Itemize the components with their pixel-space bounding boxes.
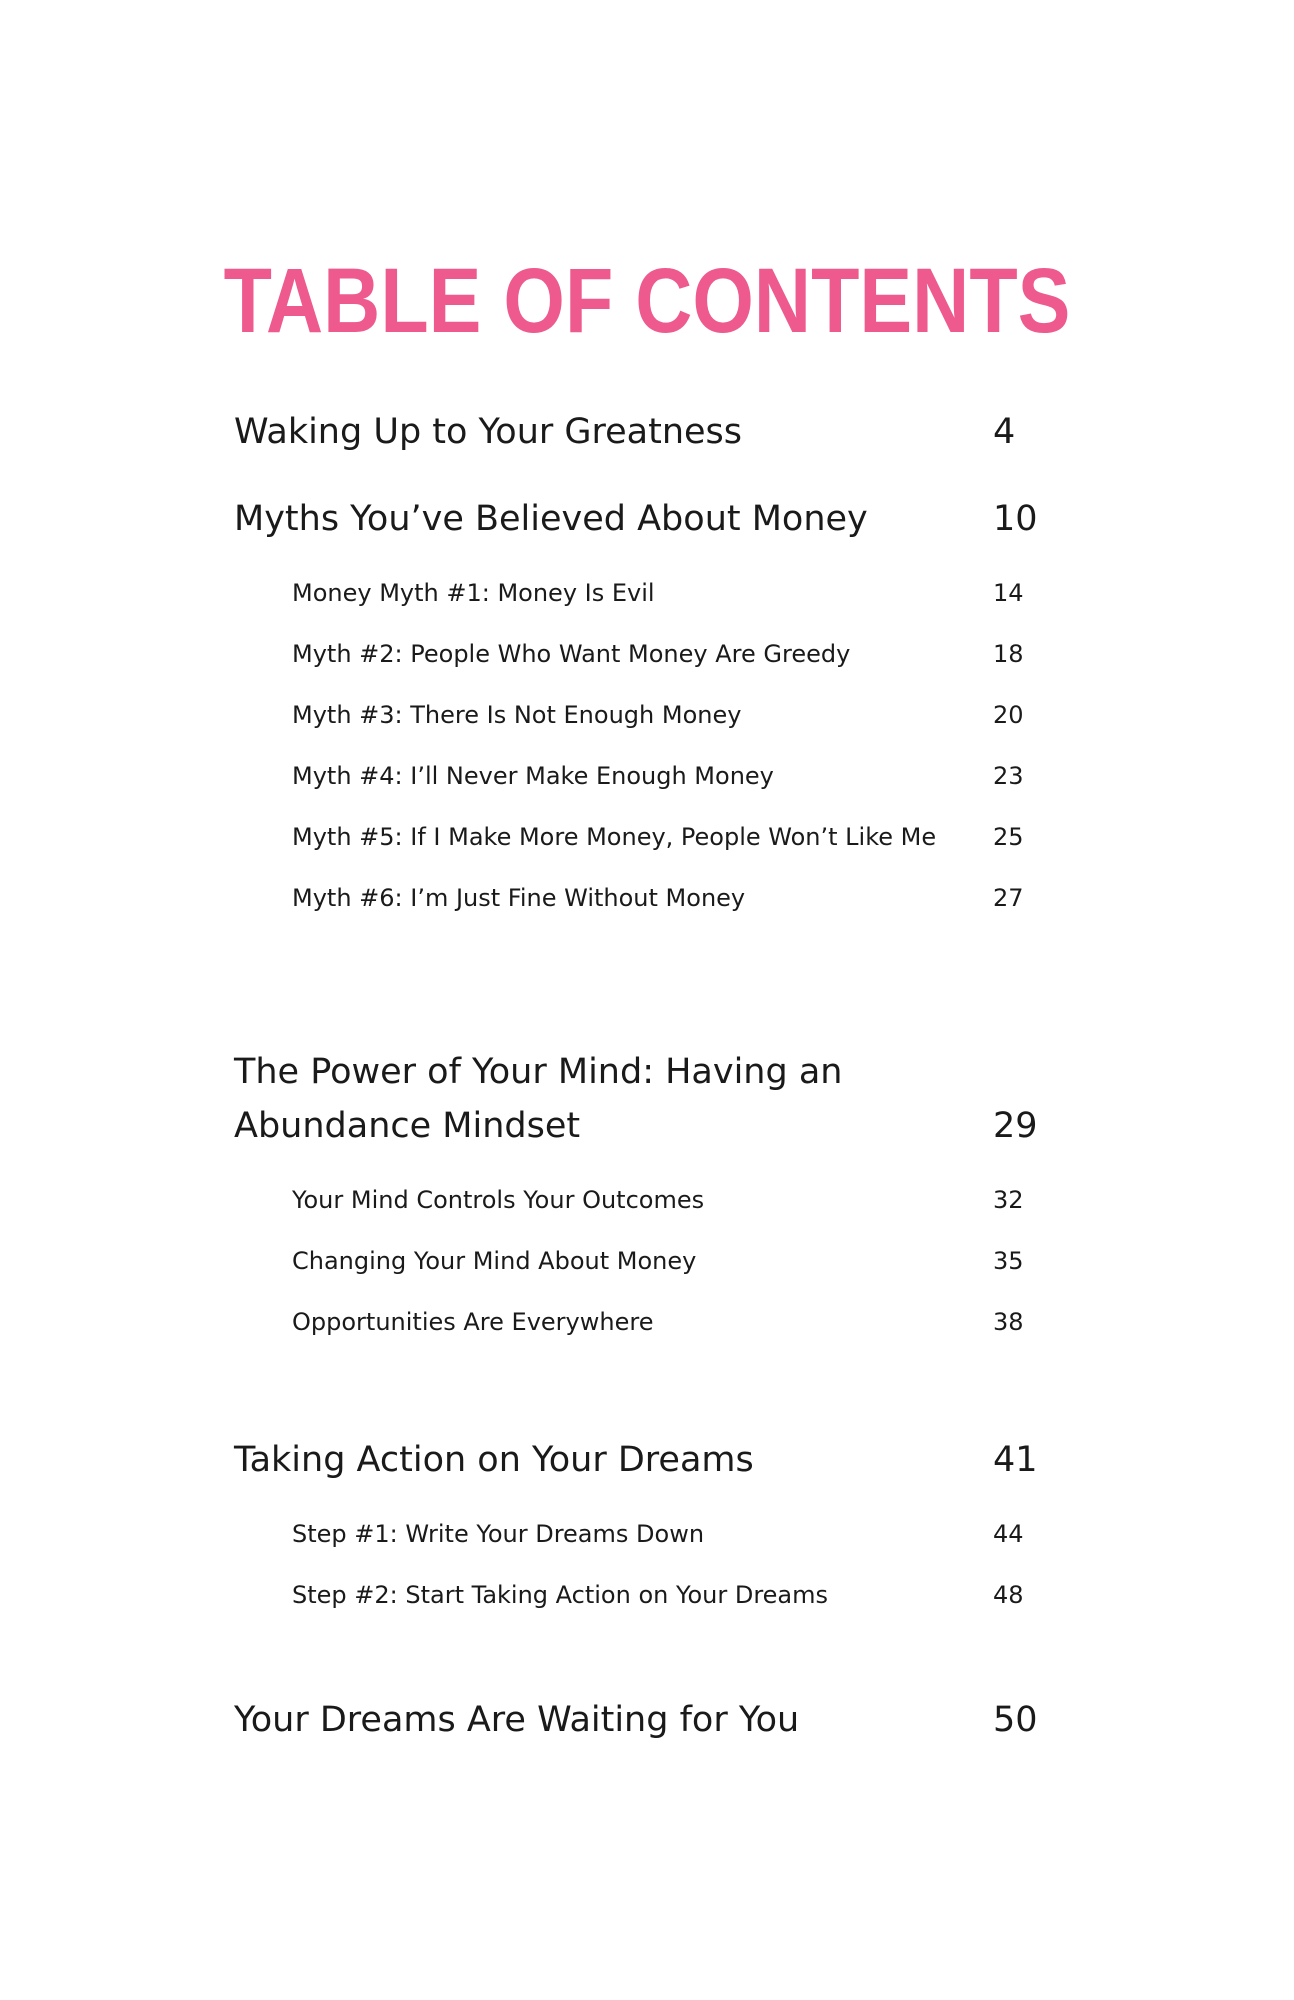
section-title: Opportunities Are Everywhere bbox=[292, 1308, 654, 1336]
section-title: Myth #3: There Is Not Enough Money bbox=[292, 701, 742, 729]
section-title: Your Mind Controls Your Outcomes bbox=[292, 1186, 705, 1214]
section-title: Money Myth #1: Money Is Evil bbox=[292, 579, 655, 607]
chapter-title: Waking Up to Your Greatness bbox=[234, 412, 743, 452]
section-title: Changing Your Mind About Money bbox=[292, 1247, 697, 1275]
chapter-page-number: 10 bbox=[993, 499, 1038, 539]
section-title: Myth #2: People Who Want Money Are Greedy bbox=[292, 640, 851, 668]
section-title: Myth #4: I’ll Never Make Enough Money bbox=[292, 762, 774, 790]
chapter-page-number: 41 bbox=[993, 1440, 1038, 1480]
section-title: Step #2: Start Taking Action on Your Dreams bbox=[292, 1581, 829, 1609]
section-title: Myth #5: If I Make More Money, People Won’t Like Me bbox=[292, 823, 937, 851]
section-page-number: 35 bbox=[993, 1247, 1024, 1275]
section-page-number: 20 bbox=[993, 701, 1024, 729]
section-page-number: 23 bbox=[993, 762, 1024, 790]
section-page-number: 48 bbox=[993, 1581, 1024, 1609]
chapter-title: Myths You’ve Believed About Money bbox=[234, 499, 868, 539]
chapter-title: Taking Action on Your Dreams bbox=[234, 1440, 754, 1480]
section-page-number: 14 bbox=[993, 579, 1024, 607]
page-title: TABLE OF CONTENTS bbox=[223, 250, 1071, 352]
section-title: Step #1: Write Your Dreams Down bbox=[292, 1520, 705, 1548]
section-page-number: 38 bbox=[993, 1308, 1024, 1336]
section-page-number: 32 bbox=[993, 1186, 1024, 1214]
chapter-title: The Power of Your Mind: Having an Abundance Mindset bbox=[234, 1052, 843, 1146]
chapter-page-number: 50 bbox=[993, 1700, 1038, 1740]
section-title: Myth #6: I’m Just Fine Without Money bbox=[292, 884, 746, 912]
section-page-number: 18 bbox=[993, 640, 1024, 668]
chapter-page-number: 29 bbox=[993, 1106, 1038, 1146]
section-page-number: 25 bbox=[993, 823, 1024, 851]
chapter-title: Your Dreams Are Waiting for You bbox=[234, 1700, 800, 1740]
section-page-number: 44 bbox=[993, 1520, 1024, 1548]
section-page-number: 27 bbox=[993, 884, 1024, 912]
chapter-page-number: 4 bbox=[993, 412, 1016, 452]
